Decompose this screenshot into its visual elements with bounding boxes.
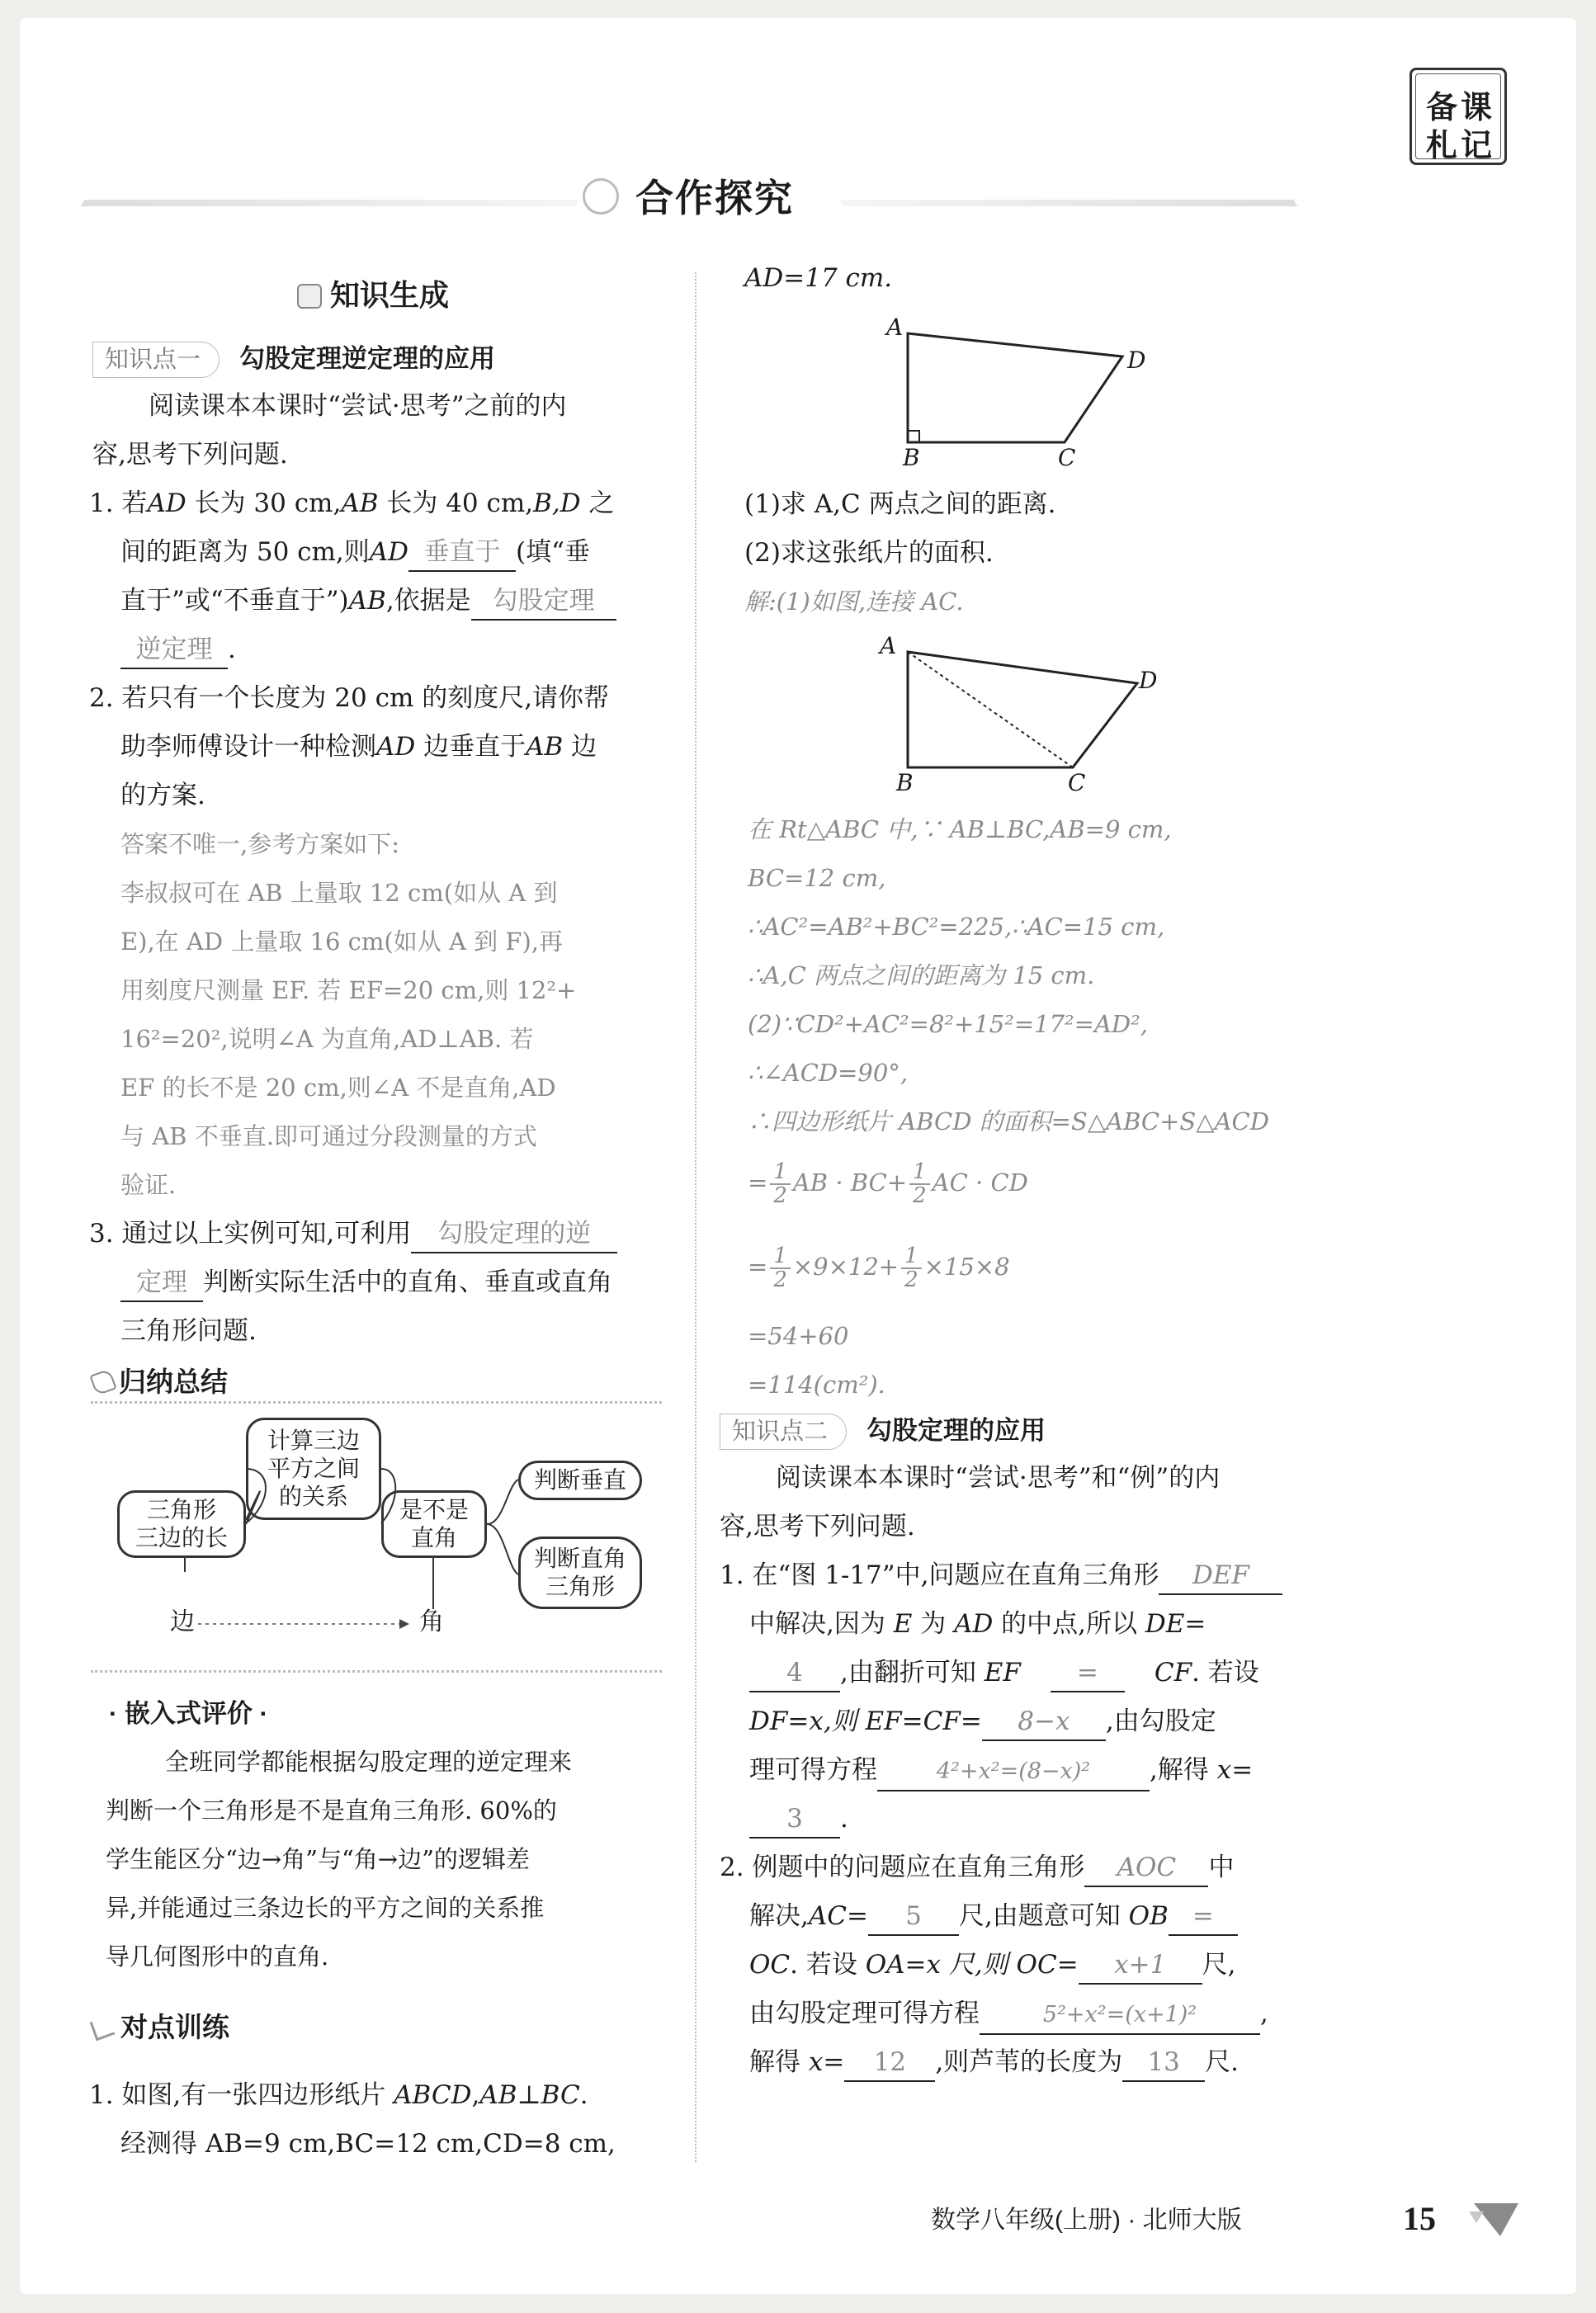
eval-line4: 异,并能通过三条边长的平方之间的关系推 [106, 1894, 545, 1922]
diagram-label-angle: 角 [419, 1608, 444, 1636]
diagram-box-perp: 判断垂直 [518, 1461, 642, 1500]
eval-line1: 全班同学都能根据勾股定理的逆定理来 [165, 1748, 573, 1776]
answer-q3-b: 定理 [120, 1264, 203, 1302]
answer-perpendicular: 垂直于 [408, 534, 516, 572]
kp2-q1-line5: 理可得方程 4²+x²=(8−x)² ,解得 x= [749, 1746, 1253, 1795]
section-title: 合作探究 [635, 177, 794, 219]
footer-book-title: 数学八年级(上册) · 北师大版 [931, 2207, 1242, 2234]
practice-q1-line1: 1. 如图,有一张四边形纸片 ABCD,AB⊥BC. [89, 2080, 588, 2110]
corner-arrow-icon [1466, 2195, 1523, 2241]
q2-answer-8: 验证. [120, 1171, 177, 1199]
header-deco-right [840, 200, 1298, 206]
answer-reed-13: 13 [1122, 2044, 1205, 2082]
answer-basis-b: 逆定理 [120, 631, 228, 669]
intro2: 容,思考下列问题. [92, 440, 288, 470]
eval-line2: 判断一个三角形是不是直角三角形. 60%的 [106, 1796, 557, 1824]
page-number: 15 [1403, 2200, 1436, 2237]
answer-x-3: 3 [749, 1801, 840, 1839]
solution-line-5: (2)∵CD²+AC²=8²+15²=17²=AD², [748, 1010, 1149, 1038]
kp2-q1-line2: 中解决,因为 E 为 AD 的中点,所以 DE= [749, 1609, 1206, 1639]
solution-line-8: = $\frac{1}{2}$ AB · BC+ $\frac{1}{2}$ AC · CD [748, 1159, 1028, 1208]
kp2-q2-line4: 由勾股定理可得方程 5²+x²=(x+1)² , [749, 1990, 1268, 2038]
q1-line2: 间的距离为 50 cm,则AD 垂直于 (填“垂 [120, 528, 590, 577]
solution-line-4: ∴A,C 两点之间的距离为 15 cm. [748, 961, 1095, 989]
kp2-q1-line4: DF=x,则 EF=CF= 8−x ,由勾股定 [749, 1697, 1216, 1746]
kp2-q2-line5: 解得 x= 12 ,则芦苇的长度为 13 尺. [749, 2038, 1239, 2087]
kp2-q2-line3: OC. 若设 OA=x 尺,则 OC= x+1 尺, [749, 1941, 1236, 1990]
fig1-label-A: A [886, 314, 904, 341]
knowledge-icon [297, 284, 322, 309]
kp2-title: 勾股定理的应用 [866, 1416, 1046, 1445]
fig2-label-C: C [1068, 769, 1086, 796]
eval-line5: 导几何图形中的直角. [106, 1942, 329, 1971]
solution-line-1: 在 Rt△ABC 中,∵ AB⊥BC,AB=9 cm, [748, 815, 1172, 843]
summary-title: 归纳总结 [119, 1367, 228, 1397]
ad-length: AD=17 cm. [744, 263, 893, 293]
q1-line3: 直于”或“不垂直于”)AB,依据是 勾股定理 [120, 577, 616, 625]
kp2-intro1: 阅读课本本课时“尝试·思考”和“例”的内 [776, 1463, 1221, 1493]
solution-line-10: =54+60 [748, 1322, 849, 1350]
q2-answer-3: E),在 AD 上量取 16 cm(如从 A 到 F),再 [120, 928, 563, 956]
practice-title: 对点训练 [120, 2012, 229, 2042]
q2-answer-1: 答案不唯一,参考方案如下: [120, 830, 399, 858]
solution-line-2: BC=12 cm, [748, 864, 886, 892]
eval-line3: 学生能区分“边→角”与“角→边”的逻辑差 [106, 1845, 530, 1873]
sub-question-1: (1)求 A,C 两点之间的距离. [744, 489, 1056, 519]
kp1-tag: 知识点一 [92, 342, 220, 378]
fig1-label-D: D [1127, 347, 1146, 374]
q3-line2: 定理 判断实际生活中的直角、垂直或直角 [120, 1258, 612, 1307]
q3-line3: 三角形问题. [120, 1316, 257, 1346]
sub-question-2: (2)求这张纸片的面积. [744, 538, 994, 568]
q3-line1: 3. 通过以上实例可知,可利用 勾股定理的逆 [89, 1210, 617, 1258]
kp2-heading [720, 1406, 1046, 1456]
memo-stamp [1409, 68, 1507, 165]
diagram-box-triangle: 判断直角 三角形 [518, 1536, 642, 1609]
fig2-label-D: D [1139, 667, 1158, 694]
answer-equation-1: 4²+x²=(8−x)² [877, 1754, 1150, 1791]
answer-de: 4 [749, 1655, 840, 1692]
q2-line1: 2. 若只有一个长度为 20 cm 的刻度尺,请你帮 [89, 683, 610, 713]
stamp-line-2: 札记 [1425, 129, 1495, 163]
header-deco-left [81, 200, 580, 206]
kp2-intro2: 容,思考下列问题. [720, 1512, 915, 1541]
answer-equation-2: 5²+x²=(x+1)² [980, 1997, 1260, 2035]
answer-ac-5: 5 [868, 1898, 959, 1936]
q1-line1: 1. 若AD 长为 30 cm,AB 长为 40 cm,B,D 之 [89, 489, 615, 518]
kp2-q1-line6: 3 . [749, 1795, 848, 1843]
solution-intro: 解:(1)如图,连接 AC. [744, 588, 964, 616]
answer-basis-a: 勾股定理 [471, 583, 616, 621]
solution-line-6: ∴∠ACD=90°, [748, 1059, 909, 1087]
diagram-label-side: 边 [170, 1608, 195, 1636]
answer-def: DEF [1159, 1557, 1282, 1595]
answer-q3-a: 勾股定理的逆 [411, 1216, 617, 1253]
answer-ob-oc: = [1169, 1898, 1238, 1936]
solution-line-9: = $\frac{1}{2}$ ×9×12+ $\frac{1}{2}$ ×15×8 [748, 1244, 1010, 1292]
magnifier-icon [583, 178, 619, 215]
fig1-label-C: C [1058, 444, 1076, 471]
fig2-label-A: A [880, 632, 897, 659]
answer-x-plus-1: x+1 [1079, 1947, 1202, 1985]
solution-line-7: ∴四边形纸片 ABCD 的面积=S△ABC+S△ACD [748, 1107, 1269, 1135]
sub-title-knowledge: 知识生成 [330, 278, 450, 312]
kp2-q2-line1: 2. 例题中的问题应在直角三角形 AOC 中 [720, 1843, 1234, 1892]
solution-line-11: =114(cm²). [748, 1371, 885, 1399]
answer-8-minus-x: 8−x [982, 1703, 1106, 1741]
fig2-label-B: B [896, 769, 914, 796]
q2-line2: 助李师傅设计一种检测AD 边垂直于AB 边 [120, 732, 597, 762]
kp2-tag: 知识点二 [720, 1414, 847, 1450]
fig1-label-B: B [903, 444, 920, 471]
stamp-line-1: 备课 [1425, 91, 1495, 125]
summary-box-bottom [91, 1670, 662, 1673]
column-divider [695, 272, 696, 2162]
q1-line4: 逆定理 . [120, 625, 236, 674]
diagram-box-sides: 三角形 三边的长 [117, 1490, 246, 1558]
solution-line-3: ∴AC²=AB²+BC²=225,∴AC=15 cm, [748, 913, 1165, 941]
q2-answer-5: 16²=20²,说明∠A 为直角,AD⊥AB. 若 [120, 1025, 534, 1053]
answer-ef-cf: = [1051, 1655, 1125, 1692]
answer-aoc: AOC [1084, 1849, 1208, 1887]
kp1-title: 勾股定理逆定理的应用 [239, 344, 496, 373]
practice-q1-line2: 经测得 AB=9 cm,BC=12 cm,CD=8 cm, [120, 2129, 616, 2159]
diagram-box-compute: 计算三边 平方之间 的关系 [246, 1418, 381, 1520]
eval-title: · 嵌入式评价 · [109, 1699, 268, 1728]
q2-line3: 的方案. [120, 781, 205, 810]
q2-answer-7: 与 AB 不垂直.即可通过分段测量的方式 [120, 1122, 537, 1150]
answer-x-12: 12 [844, 2044, 935, 2082]
kp1-heading [92, 334, 495, 384]
kp2-q1-line1: 1. 在“图 1-17”中,问题应在直角三角形 DEF [720, 1551, 1282, 1600]
intro1: 阅读课本本课时“尝试·思考”之前的内 [149, 391, 567, 421]
quadrilateral-figure-2 [875, 635, 1172, 800]
diagram-connectors [83, 1403, 660, 1667]
diagram-box-right-angle: 是不是 直角 [381, 1490, 487, 1558]
q2-answer-2: 李叔叔可在 AB 上量取 12 cm(如从 A 到 [120, 879, 558, 907]
kp2-q2-line2: 解决,AC= 5 尺,由题意可知 OB = [749, 1892, 1238, 1941]
q2-answer-6: EF 的长不是 20 cm,则∠A 不是直角,AD [120, 1074, 556, 1102]
q2-answer-4: 用刻度尺测量 EF. 若 EF=20 cm,则 12²+ [120, 976, 577, 1004]
kp2-q1-line3: 4 ,由翻折可知 EF = CF. 若设 [749, 1649, 1259, 1697]
